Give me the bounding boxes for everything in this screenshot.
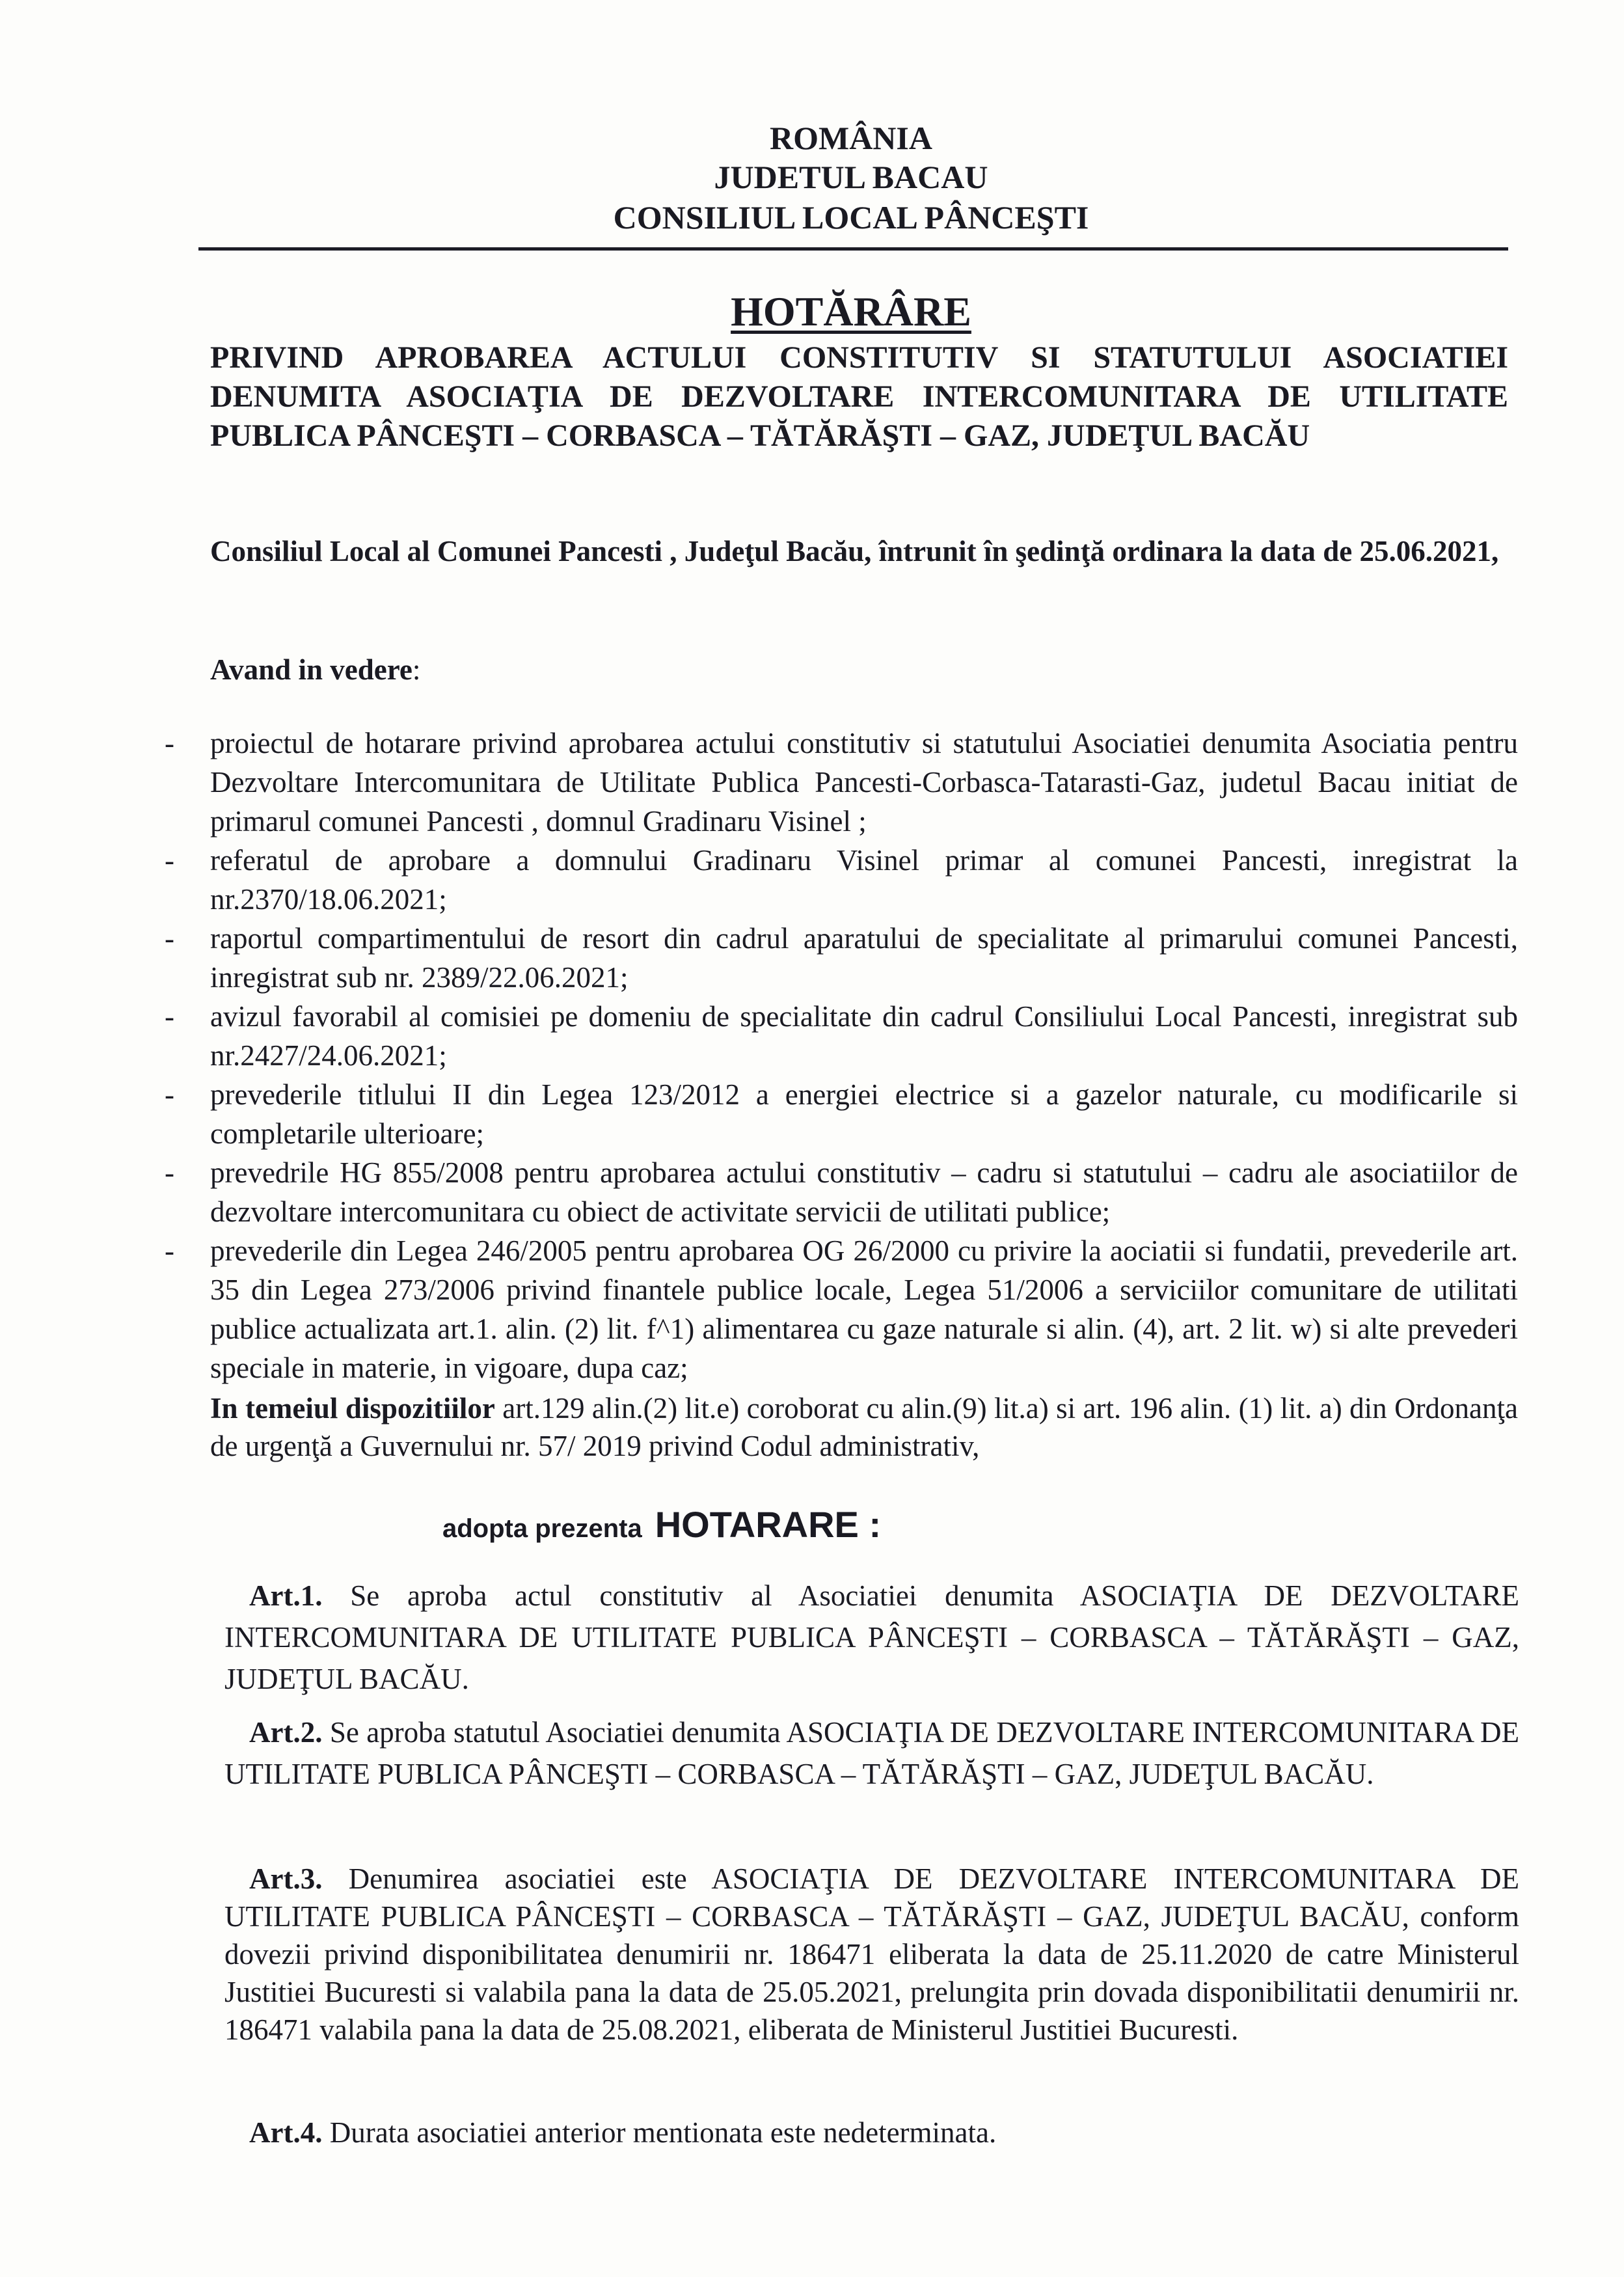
article-2	[224, 1711, 1519, 1795]
consideration-text: prevederile din Legea 246/2005 pentru aprobarea OG 26/2000 cu privire la aociatii si fundatii, prevederile art. 35 din Legea 273/2006 privind finantele publice locale, Legea 51/2006 a serviciilor comunitare de utilitati publice actualizata art.1. alin. (2) lit. f^1) alimentarea cu gaze naturale si alin. (4), art. 2 lit. w) si alte prevederi speciale in materie, in vigoare, dupa caz;	[210, 1234, 1518, 1384]
bullet-dash: -	[165, 727, 174, 759]
adopt-prefix: adopta prezenta	[442, 1514, 642, 1543]
article-text: Se aproba actul constitutiv al Asociatiei denumita ASOCIAŢIA DE DEZVOLTARE INTERCOMUNITARA DE UTILITATE PUBLICA PÂNCEŞTI – CORBASCA – TĂTĂRĂŞTI – GAZ, JUDEŢUL BACĂU.	[224, 1579, 1519, 1695]
considering-heading	[210, 651, 1518, 689]
legal-basis	[210, 1389, 1518, 1465]
adopt-word: HOTARARE :	[655, 1504, 882, 1545]
document-type: HOTĂRÂRE	[731, 288, 971, 334]
bullet-dash: -	[165, 844, 174, 877]
consideration-text: prevedrile HG 855/2008 pentru aprobarea actului constitutiv – cadru si statutului – cadru ale asociatiilor de dezvoltare intercomunitara cu obiect de activitate servicii de utilitati publice;	[210, 1156, 1518, 1228]
article-text: Durata asociatiei anterior mentionata este nedeterminata.	[329, 2116, 997, 2149]
adopt-line	[442, 1503, 881, 1546]
article-4	[224, 2112, 1519, 2153]
bullet-dash: -	[165, 1156, 174, 1189]
document-subject: PRIVIND APROBAREA ACTULUI CONSTITUTIV SI STATUTULUI ASOCIATIEI DENUMITA ASOCIAŢIA DE DEZVOLTARE INTERCOMUNITARA DE UTILITATE PUBLICA PÂNCEŞTI – CORBASCA – TĂTĂRĂŞTI – GAZ, JUDEŢUL BACĂU	[210, 340, 1508, 453]
considerations-list	[165, 724, 1518, 1387]
article-text: Denumirea asociatiei este ASOCIAŢIA DE DEZVOLTARE INTERCOMUNITARA DE UTILITATE PUBLICA PÂNCEŞTI – CORBASCA – TĂTĂRĂŞTI – GAZ, JUDEŢUL BACĂU, conform dovezii privind disponibilitatea denumirii nr. 186471 eliberata la data de 25.11.2020 de catre Ministerul Justitiei Bucuresti si valabila pana la data de 25.05.2021, prelungita prin dovada disponibilitatii denumirii nr. 186471 valabila pana la data de 25.08.2021, eliberata de Ministerul Justitiei Bucuresti.	[224, 1862, 1519, 2046]
consideration-item	[165, 1153, 1518, 1231]
legal-basis-label: In temeiul dispozitiilor	[210, 1392, 495, 1425]
bullet-dash: -	[165, 1078, 174, 1111]
article-label: Art.1.	[249, 1579, 323, 1612]
intro-paragraph: Consiliul Local al Comunei Pancesti , Judeţul Bacău, întrunit în şedinţă ordinara la data de 25.06.2021,	[210, 535, 1499, 567]
header-county: JUDETUL BACAU	[714, 159, 988, 195]
bullet-dash: -	[165, 922, 174, 955]
consideration-text: referatul de aprobare a domnului Gradinaru Visinel primar al comunei Pancesti, inregistrat la nr.2370/18.06.2021;	[210, 844, 1518, 916]
header-divider	[198, 247, 1508, 251]
article-label: Art.3.	[249, 1862, 323, 1895]
considering-label: Avand in vedere	[210, 653, 413, 686]
consideration-item	[165, 841, 1518, 919]
considering-colon: :	[412, 653, 421, 686]
bullet-dash: -	[165, 1234, 174, 1267]
article-text: Se aproba statutul Asociatiei denumita ASOCIAŢIA DE DEZVOLTARE INTERCOMUNITARA DE UTILITATE PUBLICA PÂNCEŞTI – CORBASCA – TĂTĂRĂŞTI – GAZ, JUDEŢUL BACĂU.	[224, 1716, 1519, 1790]
article-1	[224, 1575, 1519, 1700]
legal-basis-text: art.129 alin.(2) lit.e) coroborat cu alin.(9) lit.a) si art. 196 alin. (1) lit. a) din Ordonanţa de urgenţă a Guvernului nr. 57/ 2019 privind Codul administrativ,	[210, 1392, 1519, 1462]
consideration-text: prevederile titlului II din Legea 123/2012 a energiei electrice si a gazelor naturale, cu modificarile si completarile ulterioare;	[210, 1078, 1518, 1150]
consideration-item	[165, 1075, 1518, 1153]
header-country: ROMÂNIA	[770, 120, 932, 156]
consideration-item	[165, 997, 1518, 1075]
consideration-text: proiectul de hotarare privind aprobarea actului constitutiv si statutului Asociatiei denumita Asociatia pentru Dezvoltare Intercomunitara de Utilitate Publica Pancesti-Corbasca-Tatarasti-Gaz, judetul Bacau initiat de primarul comunei Pancesti , domnul Gradinaru Visinel ;	[210, 727, 1518, 838]
article-label: Art.2.	[249, 1716, 323, 1749]
article-label: Art.4.	[249, 2116, 323, 2149]
consideration-item	[165, 1231, 1518, 1387]
consideration-text: raportul compartimentului de resort din cadrul aparatului de specialitate al primarului comunei Pancesti, inregistrat sub nr. 2389/22.06.2021;	[210, 922, 1518, 994]
consideration-item	[165, 919, 1518, 997]
header-council: CONSILIUL LOCAL PÂNCEŞTI	[613, 199, 1089, 236]
article-3	[224, 1860, 1519, 2049]
consideration-text: avizul favorabil al comisiei pe domeniu de specialitate din cadrul Consiliului Local Pancesti, inregistrat sub nr.2427/24.06.2021;	[210, 1000, 1518, 1072]
bullet-dash: -	[165, 1000, 174, 1033]
consideration-item	[165, 724, 1518, 841]
